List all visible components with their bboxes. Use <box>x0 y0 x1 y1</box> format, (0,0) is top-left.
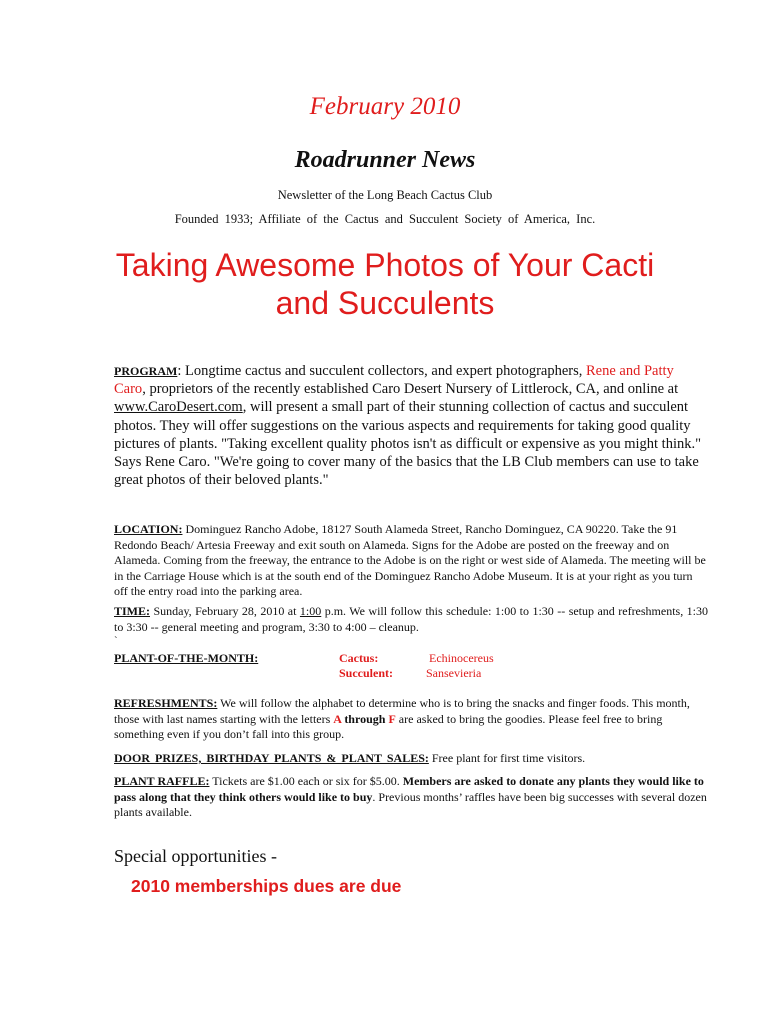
raffle-bold-text: Members are asked to donate any plants they would like to pass along that they think others would like to buy <box>114 774 704 804</box>
article-title <box>0 246 770 322</box>
raffle-text1: Tickets are $1.00 each or six for $5.00. <box>209 774 403 788</box>
through-word: through <box>341 711 389 726</box>
time-after: p.m. We will follow this schedule: 1:00 to 1:30 -- setup and refreshments, 1:30 to 3:30 -- general meeting and program, 3:30 to 4:00 – cleanup. <box>114 604 709 634</box>
letter-a: A <box>333 711 342 726</box>
plant-of-month-label: PLANT-OF-THE-MONTH: <box>114 651 259 665</box>
membership-dues-notice: 2010 memberships dues are due <box>131 876 402 896</box>
special-opportunities-heading: Special opportunities - <box>114 846 277 866</box>
cactus-label: Cactus: <box>339 651 379 665</box>
program-middle: , proprietors of the recently established Caro Desert Nursery of Littlerock, CA, and online at <box>142 381 679 398</box>
door-prizes-paragraph <box>114 751 708 767</box>
door-prizes-text: Free plant for first time visitors. <box>428 751 586 765</box>
newsletter-date: February 2010 <box>309 93 461 120</box>
refreshments-text2: are asked to bring the goodies. Please feel free to bring something even if you don’t fall into this group. <box>114 711 663 741</box>
time-paragraph <box>114 604 708 635</box>
raffle-paragraph <box>114 774 708 821</box>
time-before: Sunday, February 28, 2010 at <box>150 604 300 618</box>
time-label: TIME: <box>114 604 150 618</box>
location-label: LOCATION: <box>114 522 183 536</box>
article-title-line1: Taking Awesome Photos of Your Cacti <box>115 247 655 283</box>
newsletter-subtitle: Newsletter of the Long Beach Cactus Club <box>277 188 493 202</box>
stray-mark: ` <box>114 635 118 647</box>
time-hour: 1:00 <box>299 604 322 618</box>
location-paragraph <box>114 522 708 600</box>
program-intro: Longtime cactus and succulent collectors, and expert photographers, <box>181 363 587 379</box>
refreshments-paragraph <box>114 696 708 743</box>
refreshments-text1: We will follow the alphabet to determine who is to bring the snacks and finger foods. This month, those with last names starting with the letters <box>114 696 690 726</box>
program-paragraph <box>114 362 708 489</box>
program-label: PROGRAM <box>114 364 178 378</box>
succulent-label: Succulent: <box>339 666 393 680</box>
raffle-text2: . Previous months’ raffles have been big successes with several dozen plants available. <box>114 789 707 819</box>
refreshments-label: REFRESHMENTS: <box>114 696 218 710</box>
affiliation-line: Founded 1933; Affiliate of the Cactus and Succulent Society of America, Inc. <box>174 212 596 226</box>
cactus-value: Echinocereus <box>429 651 494 665</box>
article-title-line2: and Succulents <box>275 285 495 321</box>
newsletter-name: Roadrunner News <box>294 147 476 173</box>
location-text: Dominguez Rancho Adobe, 18127 South Alameda Street, Rancho Dominguez, CA 90220. Take the 91 Redondo Beach/ Artesia Freeway and exit south on Alameda. Signs for the Adobe are posted on the freeway and on Alameda. Coming from the freeway, the entrance to the Adobe is on the right or west side of Alameda. The meeting will be in the Carriage House which is at the south end of the Dominguez Rancho Adobe Museum. It is at your right as you turn off the entry road into the parking area. <box>114 522 706 598</box>
raffle-label: PLANT RAFFLE: <box>114 774 210 788</box>
program-presenters: Rene and Patty Caro <box>114 363 674 398</box>
program-website-link[interactable]: www.CaroDesert.com <box>114 399 243 416</box>
succulent-value: Sansevieria <box>426 666 482 680</box>
letter-f: F <box>388 711 396 726</box>
program-colon: : <box>177 363 182 379</box>
program-rest: , will present a small part of their stunning collection of cactus and succulent photos. They will offer suggestions on the various aspects and requirements for taking good quality pictures of plants. "Taking excellent quality photos isn't as difficult or expensive as you might think." Says Rene Caro. "We're going to cover many of the basics that the LB Club members can use to take great photos of their beloved plants." <box>114 399 702 489</box>
door-prizes-label: DOOR PRIZES, BIRTHDAY PLANTS & PLANT SALES: <box>114 751 429 765</box>
